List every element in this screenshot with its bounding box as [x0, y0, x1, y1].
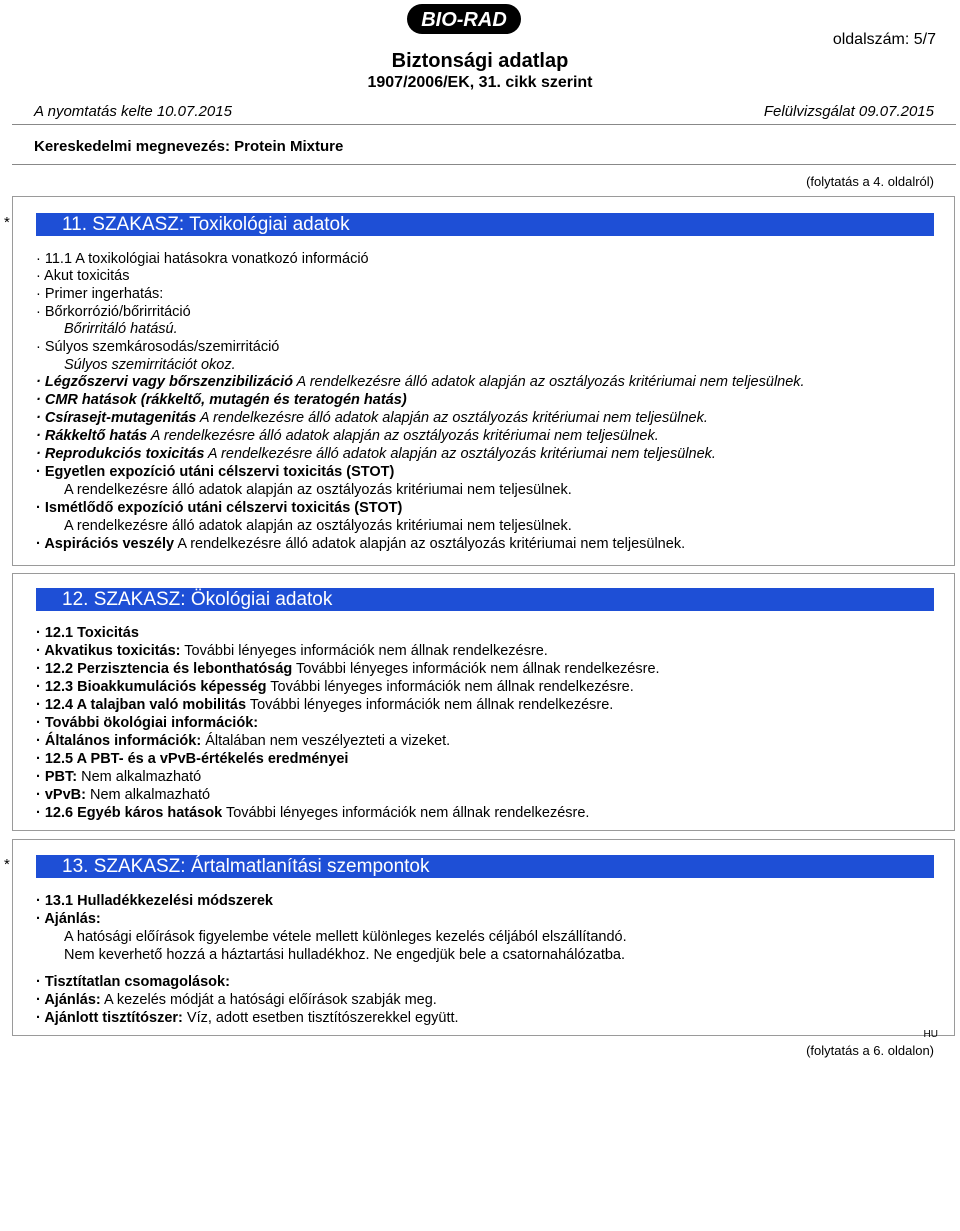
language-code: HU [923, 1029, 938, 1040]
s11-skin-irritant: Bőrirritáló hatású. [64, 321, 178, 337]
label: · Légzőszervi vagy bőrszenzibilizáció [36, 374, 294, 390]
s12-pbt [36, 769, 201, 786]
s12-soil-mobility [36, 697, 613, 714]
section-11-revision-mark: * [4, 214, 10, 231]
s11-aspiration-hazard [36, 536, 685, 553]
s11-skin-corrosion: · Bőrkorrózió/bőrirritáció [36, 304, 191, 320]
s11-eye-damage: · Súlyos szemkárosodás/szemirritáció [36, 339, 280, 355]
s13-cleaning-agent [36, 1010, 459, 1027]
label: · Rákkeltő hatás [36, 428, 148, 444]
value: További lényeges információk nem állnak rendelkezésre. [180, 643, 548, 659]
value: Nem alkalmazható [77, 769, 202, 785]
label: · 12.2 Perzisztencia és lebonthatóság [36, 661, 293, 677]
trade-name: Kereskedelmi megnevezés: Protein Mixture [34, 138, 344, 155]
label: · Ajánlás: [36, 992, 101, 1008]
continued-from: (folytatás a 4. oldalról) [806, 174, 934, 189]
document-title: Biztonsági adatlap [391, 50, 569, 72]
s12-vpvb [36, 787, 210, 804]
s11-line-11-1: · 11.1 A toxikológiai hatásokra vonatkozó információ [36, 251, 369, 267]
s11-acute-toxicity: · Akut toxicitás [36, 268, 130, 284]
label: · Ajánlott tisztítószer: [36, 1010, 183, 1026]
value: Általában nem veszélyezteti a vizeket. [201, 733, 451, 749]
label: · Csírasejt-mutagenitás [36, 410, 197, 426]
logo-text: BIO-RAD [421, 9, 507, 31]
s12-aquatic-toxicity [36, 643, 548, 660]
s11-primary-irritation: · Primer ingerhatás: [36, 286, 164, 302]
value: További lényeges információk nem állnak rendelkezésre. [222, 805, 590, 821]
s13-recommendation: · Ajánlás: [36, 911, 101, 927]
bio-rad-logo [406, 3, 522, 35]
tradename-divider [12, 164, 956, 165]
header-divider [12, 124, 956, 125]
s12-general-info [36, 733, 450, 750]
s13-waste-methods: · 13.1 Hulladékkezelési módszerek [36, 893, 273, 909]
section-13-header: 13. SZAKASZ: Ártalmatlanítási szempontok [36, 855, 934, 878]
s11-carcinogenicity [36, 428, 659, 445]
value: A rendelkezésre álló adatok alapján az osztályozás kritériumai nem teljesülnek. [204, 446, 716, 462]
s13-packaging-recommendation [36, 992, 437, 1009]
s12-persistence [36, 661, 660, 678]
s11-germ-cell-mutagenicity [36, 410, 708, 427]
value: A rendelkezésre álló adatok alapján az osztályozás kritériumai nem teljesülnek. [196, 410, 708, 426]
label: · Általános információk: [36, 733, 202, 749]
s13-uncleaned-packaging: · Tisztítatlan csomagolások: [36, 974, 230, 990]
label: · Reprodukciós toxicitás [36, 446, 205, 462]
regulation-reference: 1907/2006/EK, 31. cikk szerint [367, 74, 593, 91]
value: További lényeges információk nem állnak rendelkezésre. [266, 679, 634, 695]
s11-stot-single-value: A rendelkezésre álló adatok alapján az osztályozás kritériumai nem teljesülnek. [64, 482, 572, 498]
s12-pbt-assessment: · 12.5 A PBT- és a vPvB-értékelés eredményei [36, 751, 349, 767]
section-11-header: 11. SZAKASZ: Toxikológiai adatok [36, 213, 934, 236]
value: Nem alkalmazható [85, 787, 211, 803]
value: A rendelkezésre álló adatok alapján az osztályozás kritériumai nem teljesülnek. [174, 536, 686, 552]
page-number: oldalszám: 5/7 [832, 31, 936, 48]
s12-further-info: · További ökológiai információk: [36, 715, 259, 731]
value: A rendelkezésre álló adatok alapján az osztályozás kritériumai nem teljesülnek. [147, 428, 659, 444]
s11-stot-repeated-value: A rendelkezésre álló adatok alapján az osztályozás kritériumai nem teljesülnek. [64, 518, 572, 534]
s11-reproductive-toxicity [36, 446, 716, 463]
s13-recommendation-text-1: A hatósági előírások figyelembe vétele mellett különleges kezelés céljából elszállítandó. [64, 929, 627, 945]
s12-toxicity: · 12.1 Toxicitás [36, 625, 139, 641]
label: · 12.6 Egyéb káros hatások [36, 805, 223, 821]
section-12-header: 12. SZAKASZ: Ökológiai adatok [36, 588, 934, 611]
value: A kezelés módját a hatósági előírások szabják meg. [100, 992, 437, 1008]
s11-sensitisation [36, 374, 805, 391]
label: · 12.4 A talajban való mobilitás [36, 697, 247, 713]
value: Víz, adott esetben tisztítószerekkel együtt. [182, 1010, 459, 1026]
s13-recommendation-text-2: Nem keverhető hozzá a háztartási hulladékhoz. Ne engedjük bele a csatornahálózatba. [64, 947, 626, 963]
s11-eye-irritation: Súlyos szemirritációt okoz. [64, 357, 236, 373]
s12-other-effects [36, 805, 589, 822]
s11-stot-repeated: · Ismétlődő expozíció utáni célszervi toxicitás (STOT) [36, 500, 403, 516]
value: A rendelkezésre álló adatok alapján az osztályozás kritériumai nem teljesülnek. [293, 374, 805, 390]
revision-date: Felülvizsgálat 09.07.2015 [763, 103, 934, 120]
label: · PBT: [36, 769, 78, 785]
label: · 12.3 Bioakkumulációs képesség [36, 679, 267, 695]
print-date: A nyomtatás kelte 10.07.2015 [34, 103, 232, 120]
value: További lényeges információk nem állnak rendelkezésre. [292, 661, 660, 677]
label: · Aspirációs veszély [36, 536, 175, 552]
continued-to: (folytatás a 6. oldalon) [806, 1043, 934, 1058]
label: · vPvB: [36, 787, 86, 803]
value: További lényeges információk nem állnak rendelkezésre. [246, 697, 614, 713]
s11-cmr-effects: · CMR hatások (rákkeltő, mutagén és teratogén hatás) [36, 392, 407, 408]
section-13-revision-mark: * [4, 856, 10, 873]
label: · Akvatikus toxicitás: [36, 643, 181, 659]
s12-bioaccumulation [36, 679, 634, 696]
s11-stot-single: · Egyetlen expozíció utáni célszervi toxicitás (STOT) [36, 464, 395, 480]
